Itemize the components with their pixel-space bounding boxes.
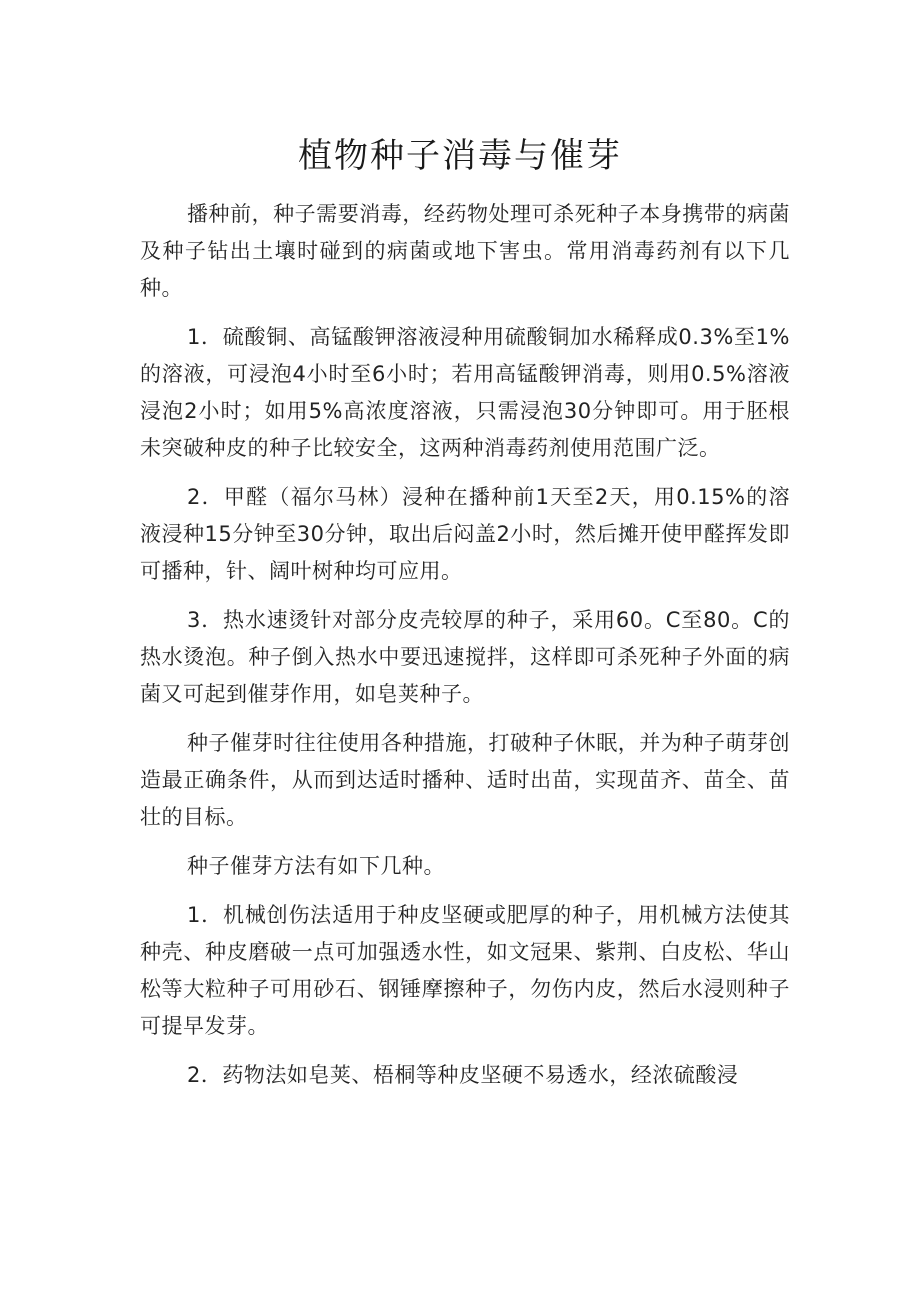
paragraph-disinfect-3: 3．热水速烫针对部分皮壳较厚的种子，采用60。C至80。C的热水烫泡。种子倒入热水中要迅速搅拌，这样即可杀死种子外面的病菌又可起到催芽作用，如皂荚种子。 <box>140 608 790 706</box>
paragraph-intro: 播种前，种子需要消毒，经药物处理可杀死种子本身携带的病菌及种子钻出土壤时碰到的病菌或地下害虫。常用消毒药剂有以下几种。 <box>140 202 790 300</box>
document-title: 植物种子消毒与催芽 <box>298 136 622 176</box>
paragraph-germination-1: 1．机械创伤法适用于种皮坚硬或肥厚的种子，用机械方法使其种壳、种皮磨破一点可加强透水性，如文冠果、紫荆、白皮松、华山松等大粒种子可用砂石、钢锤摩擦种子，勿伤内皮，然后水浸则种子可提早发芽。 <box>140 903 790 1038</box>
paragraph-disinfect-1: 1．硫酸铜、高锰酸钾溶液浸种用硫酸铜加水稀释成0.3%至1%的溶液，可浸泡4小时至6小时；若用高锰酸钾消毒，则用0.5%溶液浸泡2小时；如用5%高浓度溶液，只需浸泡30分钟即可。用于胚根未突破种皮的种子比较安全，这两种消毒药剂使用范围广泛。 <box>140 325 790 460</box>
paragraph-germination-methods: 种子催芽方法有如下几种。 <box>187 854 445 878</box>
document-body <box>140 196 790 1106</box>
paragraph-germination-intro: 种子催芽时往往使用各种措施，打破种子休眠，并为种子萌芽创造最正确条件，从而到达适时播种、适时出苗，实现苗齐、苗全、苗壮的目标。 <box>140 731 790 829</box>
paragraph-germination-2: 2．药物法如皂荚、梧桐等种皮坚硬不易透水，经浓硫酸浸 <box>187 1063 739 1087</box>
paragraph-disinfect-2: 2．甲醛（福尔马林）浸种在播种前1天至2天，用0.15%的溶液浸种15分钟至30分钟，取出后闷盖2小时，然后摊开使甲醛挥发即可播种，针、阔叶树种均可应用。 <box>140 485 790 583</box>
